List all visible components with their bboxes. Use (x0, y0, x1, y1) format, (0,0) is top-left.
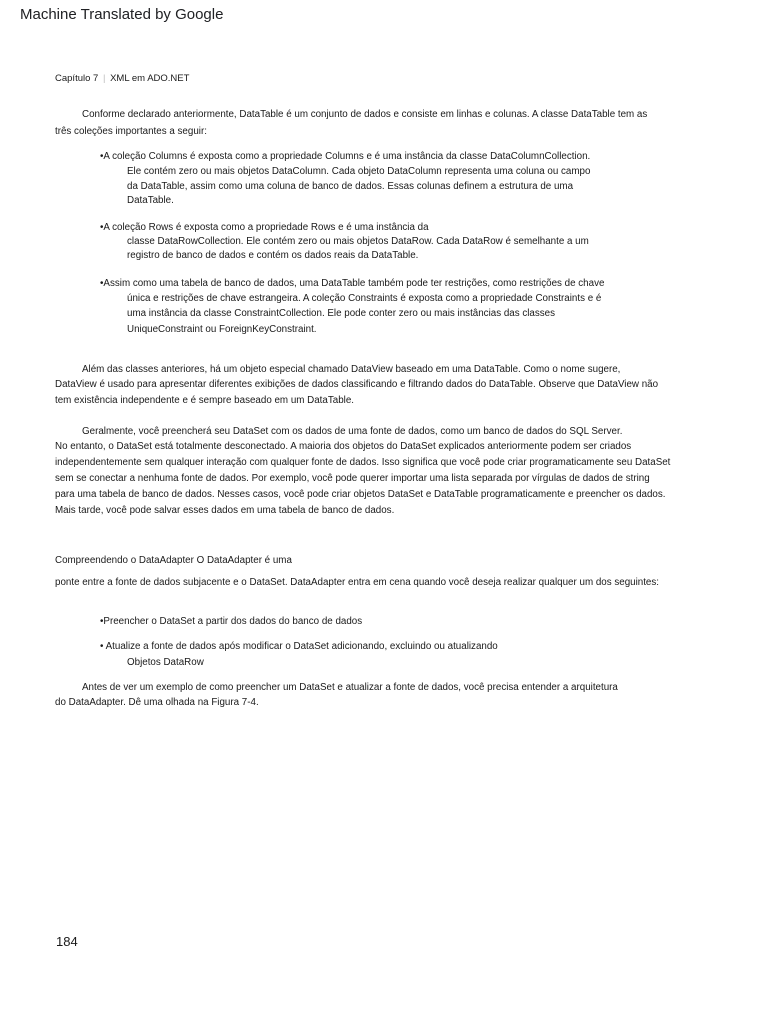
bullet-columns-line4: DataTable. (127, 195, 174, 206)
list-item-update-line2: Objetos DataRow (127, 657, 204, 668)
para3-line3: independentemente sem qualquer interação com qualquer fonte de dados. Isso significa que você pode criar programaticamente seu DataSet (55, 457, 671, 468)
list-item-fill-dataset: •Preencher o DataSet a partir dos dados do banco de dados (100, 616, 363, 627)
para3-line1: Geralmente, você preencherá seu DataSet com os dados de uma fonte de dados, como um banco de dados do SQL Server. (82, 426, 623, 437)
running-head (55, 73, 189, 84)
list-item-update-line1: • Atualize a fonte de dados após modificar o DataSet adicionando, excluindo ou atualizando (100, 641, 498, 652)
bullet-rows-line3: registro de banco de dados e contém os dados reais da DataTable. (127, 250, 419, 261)
para3-line2: No entanto, o DataSet está totalmente desconectado. A maioria dos objetos do DataSet explicados anteriormente podem ser criados (55, 441, 632, 452)
bullet-columns-line3: da DataTable, assim como uma coluna de banco de dados. Essas colunas definem a estrutura de uma (127, 181, 574, 192)
page-number: 184 (56, 934, 78, 949)
running-head-separator: | (102, 73, 106, 84)
bullet-columns-line2: Ele contém zero ou mais objetos DataColumn. Cada objeto DataColumn representa uma coluna ou campo (127, 166, 591, 177)
para3-line6: Mais tarde, você pode salvar esses dados em uma tabela de banco de dados. (55, 505, 395, 516)
bullet-constraints-line3: uma instância da classe ConstraintCollection. Ele pode conter zero ou mais instâncias das classes (127, 308, 556, 319)
bullet-constraints-line4: UniqueConstraint ou ForeignKeyConstraint. (127, 324, 317, 335)
para3-line5: para uma tabela de banco de dados. Nesses casos, você pode criar objetos DataSet e DataTable programaticamente e preencher os dados. (55, 489, 666, 500)
para4: ponte entre a fonte de dados subjacente e o DataSet. DataAdapter entra em cena quando você deseja realizar qualquer um dos seguintes: (55, 577, 660, 588)
para1-line2: três coleções importantes a seguir: (55, 126, 207, 137)
chapter-label: Capítulo 7 (55, 73, 99, 84)
machine-translation-banner: Machine Translated by Google (20, 6, 224, 23)
para2-line3: tem existência independente e é sempre baseado em um DataTable. (55, 395, 354, 406)
para1-line1: Conforme declarado anteriormente, DataTable é um conjunto de dados e consiste em linhas e colunas. A classe DataTable tem as (82, 109, 648, 120)
para5-line2: do DataAdapter. Dê uma olhada na Figura 7-4. (55, 697, 259, 708)
bullet-columns-line1: •A coleção Columns é exposta como a propriedade Columns e é uma instância da classe DataColumnCollection. (100, 151, 591, 162)
para2-line2: DataView é usado para apresentar diferentes exibições de dados classificando e filtrando dados do DataTable. Observe que DataView não (55, 379, 659, 390)
bullet-rows-line1: •A coleção Rows é exposta como a propriedade Rows e é uma instância da (100, 222, 429, 233)
bullet-constraints-line2: única e restrições de chave estrangeira. A coleção Constraints é exposta como a propriedade Constraints e é (127, 293, 602, 304)
chapter-title: XML em ADO.NET (110, 73, 190, 84)
bullet-rows-line2: classe DataRowCollection. Ele contém zero ou mais objetos DataRow. Cada DataRow é semelhante a um (127, 236, 589, 247)
para2-line1: Além das classes anteriores, há um objeto especial chamado DataView baseado em uma DataTable. Como o nome sugere, (82, 364, 621, 375)
bullet-constraints-line1: •Assim como uma tabela de banco de dados, uma DataTable também pode ter restrições, como restrições de chave (100, 278, 605, 289)
para3-line4: sem se conectar a nenhuma fonte de dados. Por exemplo, você pode querer importar uma lista separada por vírgulas de dados de string (55, 473, 650, 484)
para5-line1: Antes de ver um exemplo de como preencher um DataSet e atualizar a fonte de dados, você precisa entender a arquitetura (82, 682, 618, 693)
section-heading: Compreendendo o DataAdapter O DataAdapter é uma (55, 555, 292, 566)
